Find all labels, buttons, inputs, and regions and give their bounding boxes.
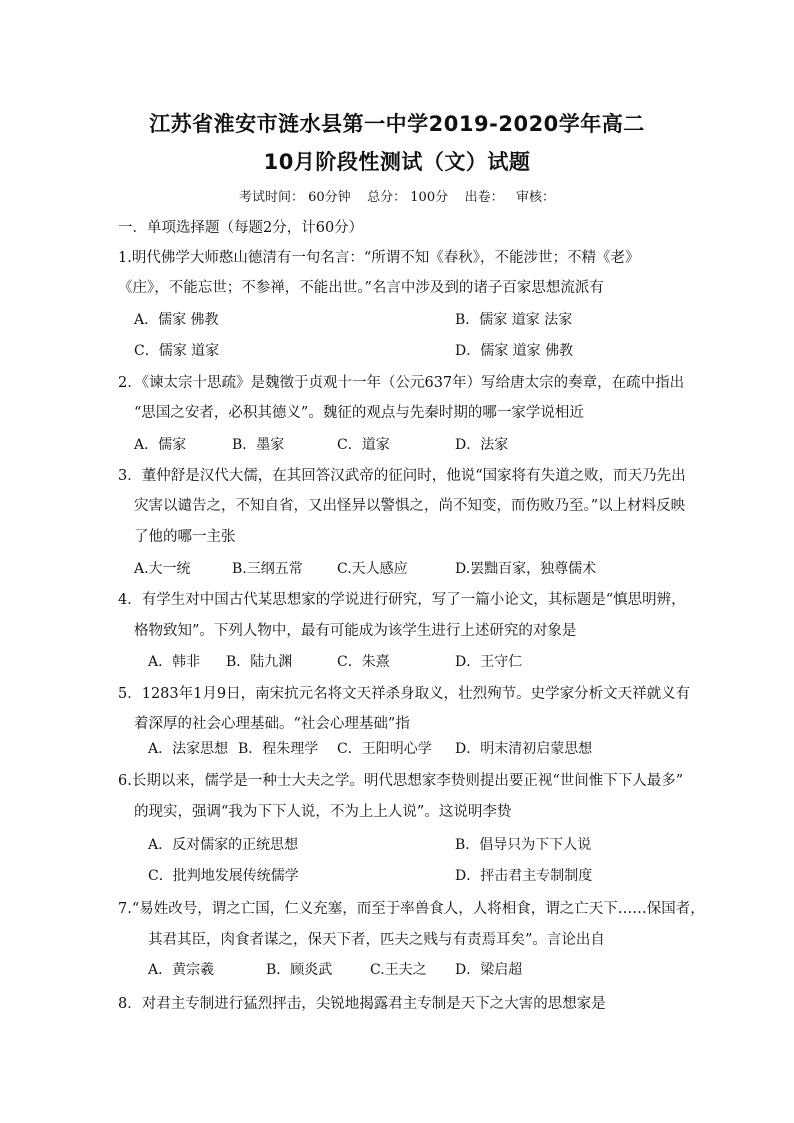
- q4-option-c[interactable]: C．朱熹: [337, 654, 390, 670]
- q3-option-d[interactable]: D.罢黜百家，独尊儒术: [455, 561, 597, 577]
- q2-option-a[interactable]: A．儒家: [134, 437, 187, 453]
- q6-option-b[interactable]: B．倡导只为下下人说: [455, 837, 592, 853]
- q6-option-d[interactable]: D．抨击君主专制制度: [455, 868, 593, 884]
- q3-line3: 了他的哪一主张: [134, 529, 236, 545]
- q7-option-b[interactable]: B．顾炎武: [266, 962, 333, 978]
- q5-option-c[interactable]: C．王阳明心学: [337, 741, 432, 757]
- q4-line1: 4．有学生对中国古代某思想家的学说进行研究，写了一篇小论文，其标题是“慎思明辨，: [118, 592, 686, 608]
- q4-line2: 格物致知”。下列人物中，最有可能成为该学生进行上述研究的对象是: [134, 623, 577, 639]
- q1-option-a[interactable]: A．儒家 佛教: [134, 312, 219, 328]
- q2-option-b[interactable]: B．墨家: [232, 437, 285, 453]
- q7-line1: 7.“易姓改号，谓之亡国，仁义充塞，而至于率兽食人，人将相食，谓之亡天下……保国者，: [118, 901, 705, 917]
- q1-line2: 《庄》，不能忘世；不参禅，不能出世。”名言中涉及到的诸子百家思想流派有: [118, 280, 604, 296]
- q2-line2: “思国之安者，必积其德义”。魏征的观点与先秦时期的哪一家学说相近: [134, 405, 584, 421]
- q4-option-b[interactable]: B．陆九渊: [226, 654, 293, 670]
- q6-line1: 6.长期以来，儒学是一种士大夫之学。明代思想家李贽则提出要正视“世间惟下下人最多”: [118, 773, 684, 789]
- q3-line2: 灾害以谴告之，不知自省，又出怪异以警惧之，尚不知变，而伤败乃至。”以上材料反映: [134, 498, 686, 514]
- q2-option-d[interactable]: D．法家: [455, 437, 509, 453]
- q3-option-c[interactable]: C.天人感应: [337, 561, 408, 577]
- q2-option-c[interactable]: C．道家: [337, 437, 390, 453]
- exam-title-line2: 10月阶段性测试（文）试题: [263, 150, 531, 174]
- q7-option-a[interactable]: A．黄宗羲: [148, 962, 215, 978]
- exam-meta: 考试时间： 60分钟 总分： 100分 出卷： 审核：: [238, 190, 556, 205]
- q7-option-c[interactable]: C.王夫之: [370, 962, 427, 978]
- q1-option-b[interactable]: B．儒家 道家 法家: [455, 312, 573, 328]
- q8-line1: 8．对君主专制进行猛烈抨击，尖锐地揭露君主专制是天下之大害的思想家是: [118, 996, 606, 1012]
- q5-line2: 着深厚的社会心理基础。“社会心理基础”指: [134, 716, 410, 732]
- q4-option-a[interactable]: A．韩非: [148, 654, 201, 670]
- q3-option-a[interactable]: A.大一统: [134, 561, 191, 577]
- q7-line2: 其君其臣，肉食者谋之，保天下者，匹夫之贱与有责焉耳矣”。言论出自: [148, 932, 605, 948]
- section-heading: 一．单项选择题（每题2分，计60分）: [118, 220, 364, 236]
- q3-line1: 3．董仲舒是汉代大儒，在其回答汉武帝的征问时，他说“国家将有失道之败，而天乃先出: [118, 468, 686, 484]
- q5-line1: 5．1283年1月9日，南宋抗元名将文天祥杀身取义，壮烈殉节。史学家分析文天祥就义有: [118, 686, 691, 702]
- q6-option-a[interactable]: A．反对儒家的正统思想: [148, 837, 299, 853]
- q3-option-b[interactable]: B.三纲五常: [232, 561, 303, 577]
- q1-option-d[interactable]: D．儒家 道家 佛教: [455, 343, 574, 359]
- q1-option-c[interactable]: C．儒家 道家: [134, 343, 220, 359]
- q5-option-b[interactable]: B．程朱理学: [238, 741, 319, 757]
- q7-option-d[interactable]: D．梁启超: [455, 962, 523, 978]
- q2-line1: 2．《谏太宗十思疏》是魏徵于贞观十一年（公元637年）写给唐太宗的奏章，在疏中指出: [118, 375, 685, 391]
- q5-option-a[interactable]: A．法家思想: [148, 741, 229, 757]
- q1-line1: 1.明代佛学大师憨山德清有一句名言：“所谓不知《春秋》，不能涉世；不精《老》: [118, 250, 640, 266]
- q6-line2: 的现实，强调“我为下下人说，不为上上人说”。这说明李贽: [134, 804, 512, 820]
- exam-title-line1: 江苏省淮安市涟水县第一中学2019-2020学年高二: [149, 112, 645, 136]
- q6-option-c[interactable]: C．批判地发展传统儒学: [148, 868, 299, 884]
- q5-option-d[interactable]: D．明末清初启蒙思想: [455, 741, 593, 757]
- q4-option-d[interactable]: D．王守仁: [455, 654, 523, 670]
